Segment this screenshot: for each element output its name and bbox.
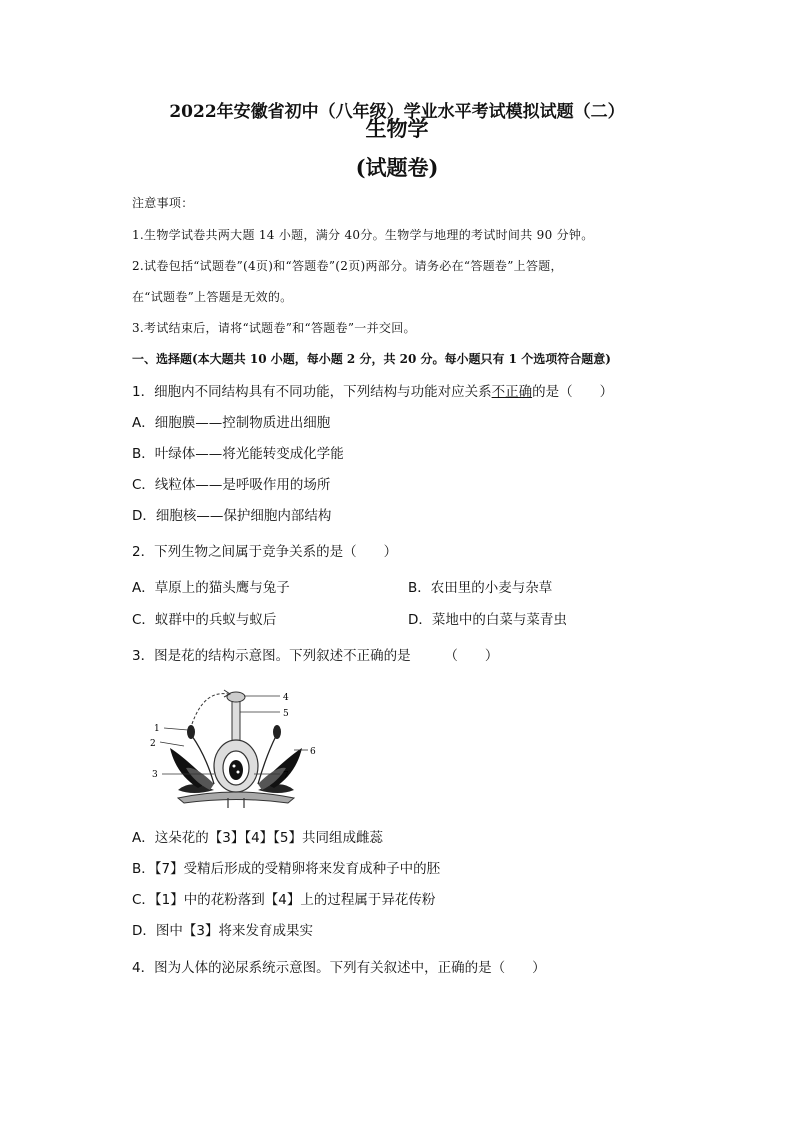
q3-option-a: A．这朵花的【3】【4】【5】共同组成雌蕊 [132,830,384,846]
q2-option-c: C．蚁群中的兵蚁与蚁后 [132,612,277,628]
figure-label-6: 6 [310,747,316,757]
figure-label-1: 1 [154,724,160,734]
note-line-2: 2.试卷包括“试题卷”(4页)和“答题卷”(2页)两部分。请务必在“答题卷”上答题， [132,259,563,273]
q1-option-a: A．细胞膜——控制物质进出细胞 [132,415,331,431]
subject-title: 生物学 [365,116,429,141]
q1-stem-pre: 1．细胞内不同结构具有不同功能，下列结构与功能对应关系 [132,384,492,400]
q1-option-c: C．线粒体——是呼吸作用的场所 [132,477,331,493]
ovule [229,760,243,780]
anther-right [273,725,281,739]
question-3-stem: 3．图是花的结构示意图。下列叙述不正确的是 （ ） [132,648,499,664]
figure-label-5: 5 [283,709,289,719]
question-4-stem: 4．图为人体的泌尿系统示意图。下列有关叙述中，正确的是（ ） [132,960,546,976]
receptacle [178,792,294,803]
q1-option-d: D．细胞核——保护细胞内部结构 [132,508,332,524]
question-1-stem [132,380,613,400]
q1-option-b: B．叶绿体——将光能转变成化学能 [132,446,344,462]
notes-heading: 注意事项： [132,196,194,210]
q3-option-b: B．【7】受精后形成的受精卵将来发育成种子中的胚 [132,861,441,877]
section-heading: 一、选择题(本大题共 10 小题，每小题 2 分，共 20 分。每小题只有 1 个选项符合题意) [132,352,611,366]
q3-option-c: C．【1】中的花粉落到【4】上的过程属于异花传粉 [132,892,436,908]
q1-stem-post: 的是（ ） [532,384,614,400]
style [232,700,240,744]
figure-label-3: 3 [152,770,158,780]
figure-label-4: 4 [283,693,289,703]
q2-option-a: A．草原上的猫头鹰与兔子 [132,580,290,596]
q2-option-b: B．农田里的小麦与杂草 [408,580,553,596]
pollination-arrow [192,694,228,724]
flower-structure-diagram [148,686,323,808]
note-line-2b: 在“试题卷”上答题是无效的。 [132,290,293,304]
exam-title: 2022年安徽省初中（八年级）学业水平考试模拟试题（二） [169,102,625,122]
figure-label-2: 2 [150,739,156,749]
note-line-3: 3.考试结束后，请将“试题卷”和“答题卷”一并交回。 [132,321,416,335]
q3-option-d: D．图中【3】将来发育成果实 [132,923,313,939]
figure-label-7: 7 [283,771,289,781]
q1-stem-underlined: 不正确 [491,384,533,400]
q2-option-d: D．菜地中的白菜与菜青虫 [408,612,567,628]
anther-left [187,725,195,739]
paper-type: (试题卷) [355,155,439,180]
question-2-stem: 2．下列生物之间属于竞争关系的是（ ） [132,544,398,560]
note-line-1: 1.生物学试卷共两大题 14 小题，满分 40分。生物学与地理的考试时间共 90 分钟。 [132,228,594,242]
